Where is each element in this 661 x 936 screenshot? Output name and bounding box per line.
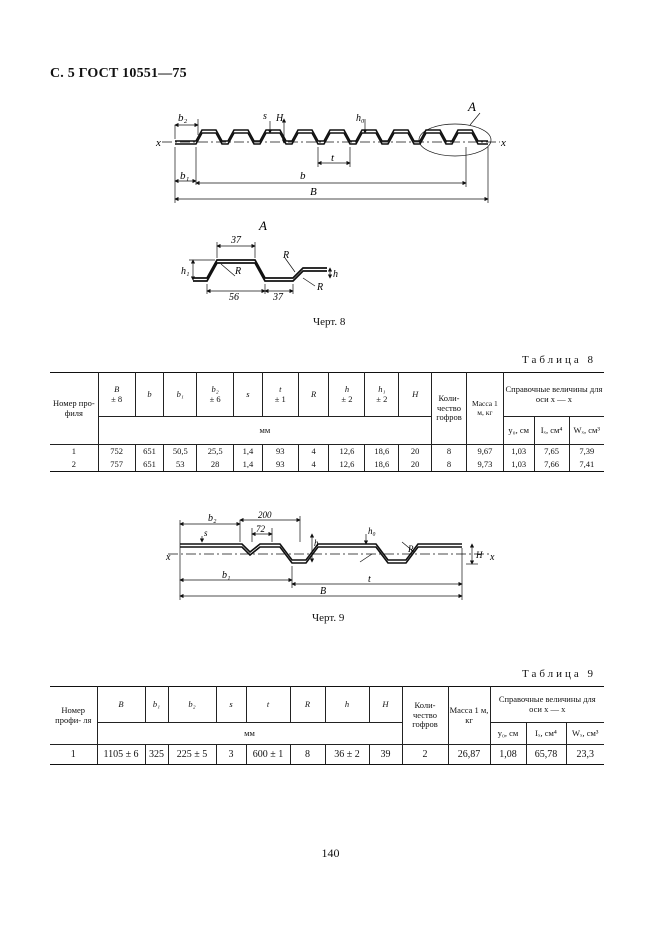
detail-R1: R (235, 266, 242, 277)
table-cell (329, 373, 365, 417)
table-cell: 28 (197, 459, 234, 472)
t8-h-mm: мм (98, 417, 431, 445)
table-cell: 53 (164, 459, 197, 472)
table-cell: 1 (50, 745, 97, 765)
t9-h-mm: мм (97, 723, 402, 745)
t8-h-s: s (234, 373, 263, 417)
t8-h-h1: h₁ (378, 383, 386, 394)
t8-h-b2-tol: ± 6 (209, 393, 221, 404)
table-header-row (50, 687, 604, 723)
t9-h-Wx: Wₓ, см³ (566, 723, 604, 745)
t9-h-sprav: Справочные величины для оси x — x (490, 687, 604, 723)
table-cell: 8 (290, 745, 325, 765)
table-header-row (50, 723, 604, 745)
table-cell: 8 (432, 459, 467, 472)
t8-h-Wx: Wₓ, см³ (569, 417, 604, 445)
table-cell: 7,65 (534, 445, 569, 459)
profile-bottom-line (175, 133, 488, 144)
drawing-element (221, 264, 235, 276)
t9-h-y0: y₀, см (490, 723, 526, 745)
table-cell: 93 (262, 459, 298, 472)
fig9-b1: b₁ (222, 570, 231, 581)
detail-R2: R (283, 250, 290, 261)
table-cell (197, 373, 234, 417)
figure-8-drawing (150, 95, 520, 207)
t9-h-kol: Коли- чество гофров (402, 687, 448, 745)
table-cell: 18,6 (365, 445, 399, 459)
table-cell: 1,03 (503, 445, 534, 459)
t8-h-massa: Масса 1 м, кг (466, 373, 503, 445)
t9-h-B: B (97, 687, 145, 723)
fig8-h0: h₀ (356, 113, 365, 124)
drawing-element (180, 544, 462, 563)
table-cell: 651 (135, 459, 164, 472)
fig9-b2: b₂ (208, 513, 217, 524)
table-cell: 7,39 (569, 445, 604, 459)
drawing-element (180, 547, 462, 563)
fig9-x-left: x (166, 552, 171, 563)
table-cell: 325 (145, 745, 168, 765)
table-cell (365, 373, 399, 417)
fig9-s: s (204, 528, 208, 538)
t8-h-h-tol: ± 2 (341, 393, 353, 404)
fig9-x-right: x (490, 552, 495, 563)
fig8-caption: Черт. 8 (313, 316, 346, 328)
table8-title: Таблица 8 (522, 354, 597, 366)
detail-a-drawing (175, 218, 345, 300)
table-cell: 4 (298, 459, 329, 472)
drawing-element (360, 554, 372, 562)
table-cell: 4 (298, 445, 329, 459)
table-cell: 651 (135, 445, 164, 459)
table-cell: 26,87 (448, 745, 490, 765)
t8-h-t: t (279, 383, 282, 394)
t8-h-R: R (298, 373, 329, 417)
fig8-t: t (331, 152, 335, 164)
t8-h-Ix: Iₓ, см⁴ (534, 417, 569, 445)
t8-h-b2: b₂ (211, 383, 219, 394)
table-cell: 9,73 (466, 459, 503, 472)
page-number: 140 (321, 846, 340, 860)
t9-h-Ix: Iₓ, см⁴ (526, 723, 566, 745)
table-9 (50, 686, 604, 765)
t9-h-b1: b₁ (145, 687, 168, 723)
t9-h-b2: b₂ (168, 687, 216, 723)
table-cell: 9,67 (466, 445, 503, 459)
table-cell: 1105 ± 6 (97, 745, 145, 765)
detail-h1: h₁ (181, 266, 190, 277)
table-cell: 39 (369, 745, 402, 765)
table-cell: 1,03 (503, 459, 534, 472)
t8-h-sprav: Справочные величины для оси x — x (503, 373, 604, 417)
table-cell: 225 ± 5 (168, 745, 216, 765)
table-row (50, 745, 604, 765)
table-cell: 757 (98, 459, 135, 472)
table-cell: 600 ± 1 (246, 745, 290, 765)
fig9-caption: Черт. 9 (312, 612, 345, 624)
table-cell (262, 373, 298, 417)
table-cell: 1,08 (490, 745, 526, 765)
fig8-b1: b₁ (180, 170, 190, 182)
fig8-B: B (310, 186, 317, 198)
table-header-row (50, 417, 604, 445)
fig8-A: A (468, 99, 476, 114)
table-cell: 20 (399, 459, 432, 472)
fig9-H: H (476, 550, 483, 560)
table-cell: 18,6 (365, 459, 399, 472)
table-cell: 20 (399, 445, 432, 459)
fig9-B: B (320, 586, 327, 597)
detail-37a: 37 (231, 235, 241, 246)
table-cell: 12,6 (329, 445, 365, 459)
table-cell: 7,66 (534, 459, 569, 472)
table-cell: 2 (402, 745, 448, 765)
fig8-b: b (300, 170, 306, 182)
fig8-H: H (276, 113, 284, 124)
table-cell: 2 (50, 459, 98, 472)
table-cell: 50,5 (164, 445, 197, 459)
table-cell: 1 (50, 445, 98, 459)
fig9-h: h (314, 538, 319, 548)
table-cell: 7,41 (569, 459, 604, 472)
fig9-R: R (408, 544, 414, 554)
fig8-x-left: x (156, 137, 161, 149)
page-header: С. 5 ГОСТ 10551—75 (50, 66, 187, 81)
t8-h-t-tol: ± 1 (274, 393, 286, 404)
t8-h-B: B (114, 383, 120, 394)
table-cell: 12,6 (329, 459, 365, 472)
t9-h-H: H (369, 687, 402, 723)
t9-h-R: R (290, 687, 325, 723)
table-row (50, 445, 604, 459)
t8-h-B-tol: ± 8 (111, 393, 123, 404)
t9-h-t: t (246, 687, 290, 723)
fig9-h0: h₀ (368, 526, 376, 536)
fig9-200: 200 (258, 510, 272, 520)
drawing-element (470, 113, 480, 125)
detail-A-title: A (259, 218, 267, 233)
figure-9-drawing (162, 508, 502, 604)
detail-37b: 37 (273, 292, 283, 300)
t8-h-h1-tol: ± 2 (376, 393, 388, 404)
t9-h-massa: Масса 1 м, кг (448, 687, 490, 745)
t8-h-kol: Коли- чество гофров (432, 373, 467, 445)
t8-h-y0: y₀, см (503, 417, 534, 445)
table-cell: 8 (432, 445, 467, 459)
table-cell (98, 373, 135, 417)
detail-56: 56 (229, 292, 239, 300)
fig9-72: 72 (256, 524, 265, 534)
table-cell: 1,4 (234, 445, 263, 459)
table-row (50, 459, 604, 472)
t8-h-H: H (399, 373, 432, 417)
detail-h: h (333, 269, 338, 280)
fig9-t: t (368, 574, 371, 585)
detail-R3: R (317, 282, 324, 293)
fig8-b2: b₂ (178, 112, 188, 124)
t9-h-nomer: Номер профи- ля (50, 687, 97, 745)
table-cell: 65,78 (526, 745, 566, 765)
fig8-s: s (263, 111, 267, 122)
t9-h-h: h (325, 687, 369, 723)
drawing-element (303, 278, 315, 286)
table-cell: 93 (262, 445, 298, 459)
drawing-element (193, 260, 327, 281)
drawing-element (168, 516, 492, 600)
t9-h-s: s (216, 687, 246, 723)
t8-h-b: b (135, 373, 164, 417)
table-cell: 25,5 (197, 445, 234, 459)
table-cell: 1,4 (234, 459, 263, 472)
table-cell: 3 (216, 745, 246, 765)
table-cell: 752 (98, 445, 135, 459)
fig8-x-right: x (501, 137, 506, 149)
table-header-row (50, 373, 604, 417)
table-cell: 36 ± 2 (325, 745, 369, 765)
t8-h-h: h (344, 383, 350, 394)
t8-h-b1: b₁ (164, 373, 197, 417)
table-8 (50, 372, 604, 472)
t8-h-nomer: Номер про- филя (50, 373, 98, 445)
table-cell: 23,3 (566, 745, 604, 765)
table9-title: Таблица 9 (522, 668, 597, 680)
